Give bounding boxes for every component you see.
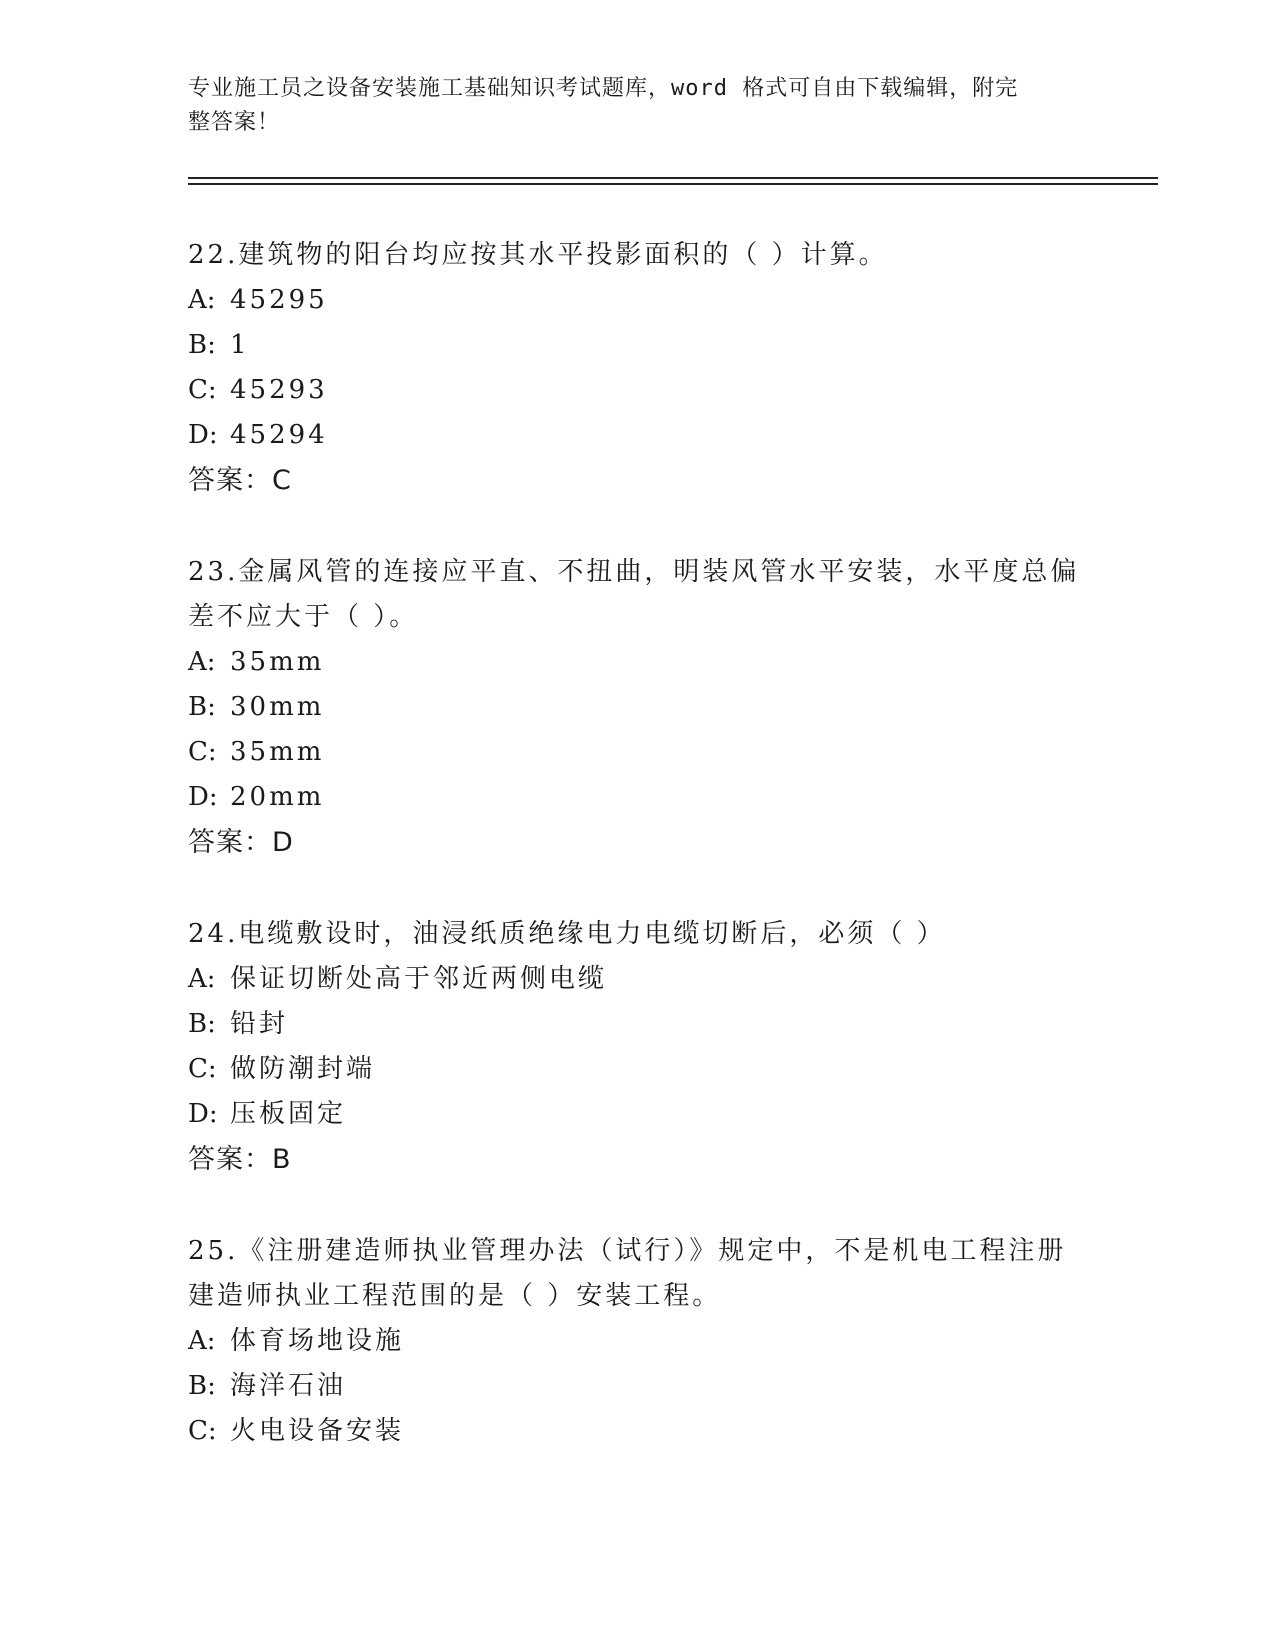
option-d xyxy=(188,1092,1088,1137)
option-letter: D: xyxy=(188,1099,218,1129)
question-25 xyxy=(188,1229,1088,1454)
option-b xyxy=(188,685,1088,730)
answer-text: 答案：B xyxy=(188,1144,292,1175)
question-23 xyxy=(188,550,1088,865)
option-text: 保证切断处高于邻近两侧电缆 xyxy=(230,964,608,994)
option-letter: A: xyxy=(188,964,216,994)
option-letter: B: xyxy=(188,1371,216,1401)
option-text: 20mm xyxy=(230,782,325,812)
option-a xyxy=(188,957,1088,1002)
option-text: 45293 xyxy=(230,375,328,405)
option-b xyxy=(188,1364,1088,1409)
option-a xyxy=(188,640,1088,685)
option-text: 压板固定 xyxy=(230,1099,347,1129)
option-text: 45295 xyxy=(230,285,328,315)
option-d xyxy=(188,413,1088,458)
header-line-2: 整答案！ xyxy=(188,110,281,135)
option-letter: C: xyxy=(188,1416,217,1446)
option-letter: B: xyxy=(188,330,216,360)
option-c xyxy=(188,368,1088,413)
header-line-1: 专业施工员之设备安装施工基础知识考试题库，word 格式可自由下载编辑，附完 xyxy=(188,76,1019,101)
option-c xyxy=(188,730,1088,775)
option-text: 35mm xyxy=(230,647,325,677)
header-divider-top xyxy=(188,177,1158,179)
answer-text: 答案：D xyxy=(188,827,294,858)
option-letter: C: xyxy=(188,737,217,767)
option-letter: C: xyxy=(188,375,217,405)
answer-text: 答案：C xyxy=(188,465,292,496)
option-a xyxy=(188,1319,1088,1364)
spacer xyxy=(188,865,1088,912)
option-letter: C: xyxy=(188,1054,217,1084)
option-a xyxy=(188,278,1088,323)
option-letter: D: xyxy=(188,782,218,812)
option-letter: A: xyxy=(188,647,216,677)
option-b xyxy=(188,323,1088,368)
question-22 xyxy=(188,233,1088,503)
question-stem-line-2: 差不应大于（ ）。 xyxy=(188,602,419,632)
header-divider-bottom xyxy=(188,183,1158,185)
option-text: 铅封 xyxy=(230,1009,289,1039)
spacer xyxy=(188,1182,1088,1229)
option-letter: A: xyxy=(188,1326,216,1356)
option-text: 45294 xyxy=(230,420,328,450)
question-stem: 24.电缆敷设时，油浸纸质绝缘电力电缆切断后，必须（ ） xyxy=(188,919,946,949)
option-text: 30mm xyxy=(230,692,325,722)
option-letter: B: xyxy=(188,692,216,722)
option-c xyxy=(188,1409,1088,1454)
question-24 xyxy=(188,912,1088,1182)
option-text: 火电设备安装 xyxy=(230,1416,405,1446)
option-text: 海洋石油 xyxy=(230,1371,347,1401)
option-text: 1 xyxy=(230,330,250,360)
option-letter: D: xyxy=(188,420,218,450)
option-text: 35mm xyxy=(230,737,325,767)
question-stem-line-1: 23.金属风管的连接应平直、不扭曲，明装风管水平安装，水平度总偏 xyxy=(188,557,1080,587)
question-stem-line-2: 建造师执业工程范围的是（ ）安装工程。 xyxy=(188,1281,722,1311)
option-letter: A: xyxy=(188,285,216,315)
question-list xyxy=(188,233,1088,1454)
question-stem: 22.建筑物的阳台均应按其水平投影面积的（ ）计算。 xyxy=(188,240,888,270)
option-b xyxy=(188,1002,1088,1047)
option-d xyxy=(188,775,1088,820)
option-text: 做防潮封端 xyxy=(230,1054,376,1084)
document-header xyxy=(188,72,1068,140)
option-text: 体育场地设施 xyxy=(230,1326,405,1356)
question-stem-line-1: 25.《注册建造师执业管理办法（试行）》规定中，不是机电工程注册 xyxy=(188,1236,1067,1266)
option-letter: B: xyxy=(188,1009,216,1039)
option-c xyxy=(188,1047,1088,1092)
spacer xyxy=(188,503,1088,550)
